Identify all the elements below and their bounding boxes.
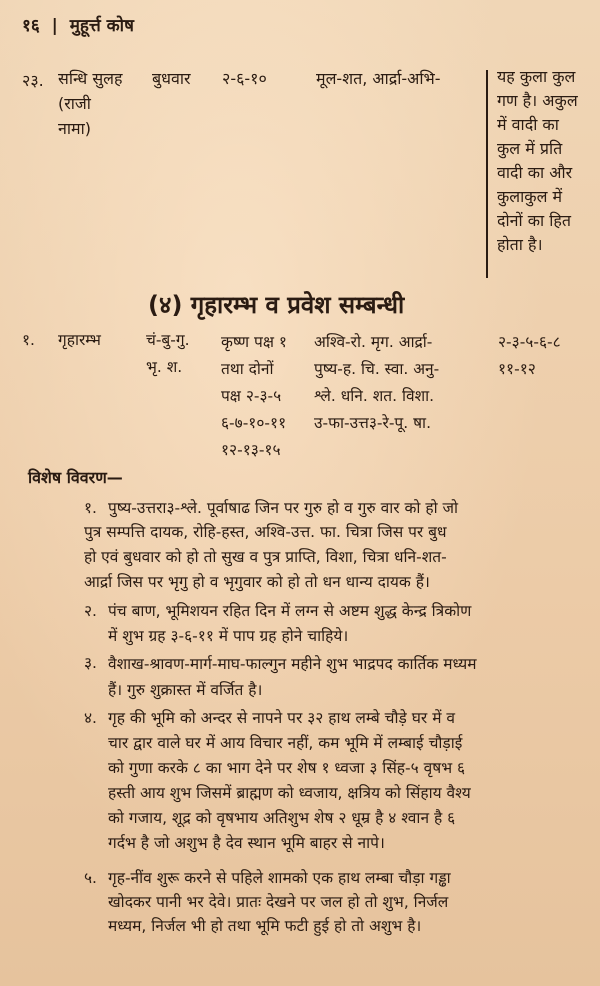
- nakshatra-line: उ-फा-उत्त३-रे-पू. षा.: [314, 414, 431, 432]
- row-name-line1: सन्धि सुलह: [58, 69, 123, 88]
- special-heading: विशेष विवरण—: [28, 468, 123, 487]
- row-day: बुधवार: [152, 69, 191, 88]
- row-number: १.: [22, 331, 35, 349]
- remark-divider: [486, 70, 488, 278]
- tithi-line: १२-१३-१५: [221, 441, 281, 459]
- row-name-line3: नामा): [58, 119, 91, 138]
- nakshatra-line: अश्वि-रो. मृग. आर्द्रा-: [314, 333, 433, 351]
- item-line: पंच बाण, भूमिशयन रहित दिन में लग्न से अष्टम शुद्ध केन्द्र त्रिकोण: [108, 602, 472, 620]
- remark-line: कुलाकुल में: [497, 187, 563, 206]
- header-separator: |: [51, 16, 58, 36]
- row-number: २३.: [22, 71, 44, 90]
- item-line: पुत्र सम्पत्ति दायक, रोहि-हस्त, अश्वि-उत्त. फा. चित्रा जिस पर बुध: [84, 523, 447, 541]
- remark-line: होता है।: [497, 235, 543, 254]
- row-lagna: [498, 329, 561, 383]
- item-number: ४.: [84, 709, 97, 727]
- item-number: ३.: [84, 654, 97, 672]
- item-line: खोदकर पानी भर देवे। प्रातः देखने पर जल हो तो शुभ, निर्जल: [108, 893, 449, 911]
- item-line: मध्यम, निर्जल भी हो तथा भूमि फटी हुई हो तो अशुभ है।: [108, 917, 422, 935]
- item-line: गृह की भूमि को अन्दर से नापने पर ३२ हाथ लम्बे चौड़े घर में व: [108, 709, 456, 727]
- tithi-line: कृष्ण पक्ष १: [221, 333, 287, 351]
- remark-line: में वादी का: [497, 115, 559, 134]
- row-days-line1: चं-बु-गु.: [146, 331, 190, 349]
- item-line: गर्दभ है जो अशुभ है देव स्थान भूमि बाहर से नापे।: [108, 834, 385, 852]
- item-line: में शुभ ग्रह ३-६-११ में पाप ग्रह होने चाहिये।: [108, 627, 349, 645]
- item-number: २.: [84, 602, 97, 620]
- row-nakshatras: [314, 329, 439, 437]
- lagna-line: ११-१२: [498, 360, 536, 378]
- item-text: [108, 496, 593, 520]
- page-number: १६: [22, 16, 40, 36]
- tithi-line: पक्ष २-३-५: [221, 387, 282, 405]
- nakshatra-line: पुष्य-ह. चि. स्वा. अनु-: [314, 360, 440, 378]
- item-line: चार द्वार वाले घर में आय विचार नहीं, कम भूमि में लम्बाई चौड़ाई: [108, 734, 463, 752]
- remark-line: वादी का और: [497, 163, 573, 182]
- item-line: को गुणा करके ८ का भाग देने पर शेष १ ध्वजा ३ सिंह-५ वृषभ ६: [108, 759, 466, 777]
- heading-underline: [28, 489, 146, 491]
- item-text: [108, 866, 593, 938]
- item-line: हैं। गुरु शुक्रास्त में वर्जित है।: [108, 681, 263, 699]
- row-name: गृहारम्भ: [58, 331, 101, 349]
- nakshatra-line: श्ले. धनि. शत. विशा.: [314, 387, 435, 405]
- item-line: पुष्य-उत्तरा३-श्ले. पूर्वाषाढ जिन पर गुरु हो व गुरु वार को हो जो: [108, 499, 459, 517]
- row-tithis: २-६-१०: [222, 69, 267, 88]
- row-tithis: [221, 329, 287, 464]
- row-nakshatras: मूल-शत, आर्द्रा-अभि-: [316, 69, 441, 88]
- item-line: हो एवं बुधवार को हो तो सुख व पुत्र प्राप्ति, विशा, चित्रा धनि-शत-: [84, 548, 447, 566]
- tithi-line: तथा दोनों: [221, 360, 274, 378]
- item-number: ५.: [84, 869, 97, 887]
- row-days-line2: भृ. श.: [146, 358, 183, 376]
- section-title: (४) गृहारम्भ व प्रवेश सम्बन्धी: [148, 291, 405, 319]
- item-line: वैशाख-श्रावण-मार्ग-माघ-फाल्गुन महीने शुभ भाद्रपद कार्तिक मध्यम: [108, 655, 477, 673]
- item-text: [108, 599, 593, 649]
- tithi-line: ६-७-१०-११: [221, 414, 287, 432]
- item-line: गृह-नींव शुरू करने से पहिले शामको एक हाथ लम्बा चौड़ा गड्ढा: [108, 869, 451, 887]
- page-header: [22, 13, 134, 36]
- item-line: को गजाय, शूद्र को वृषभाय अतिशुभ शेष २ धूम्र है ४ श्वान है ६: [108, 809, 456, 827]
- item-line: हस्ती आय शुभ जिसमें ब्राह्मण को ध्वजाय, क्षत्रिय को सिंहाय वैश्य: [108, 784, 471, 802]
- item-text: [108, 651, 593, 703]
- item-continuation: [84, 520, 592, 595]
- item-text: [108, 706, 593, 856]
- lagna-line: २-३-५-६-८: [498, 333, 561, 351]
- remark-line: कुल में प्रति: [497, 139, 563, 158]
- item-number: १.: [84, 499, 97, 517]
- book-title: मुहूर्त्त कोष: [69, 16, 134, 36]
- remark-line: दोनों का हित: [497, 211, 572, 230]
- remark-line: यह कुला कुल: [497, 67, 576, 86]
- remark-line: गण है। अकुल: [497, 91, 578, 110]
- row-remark: [497, 65, 578, 257]
- item-line: आर्द्रा जिस पर भृगु हो व भृगुवार को हो तो धन धान्य दायक हैं।: [84, 573, 430, 591]
- row-name-line2: (राजी: [58, 94, 91, 113]
